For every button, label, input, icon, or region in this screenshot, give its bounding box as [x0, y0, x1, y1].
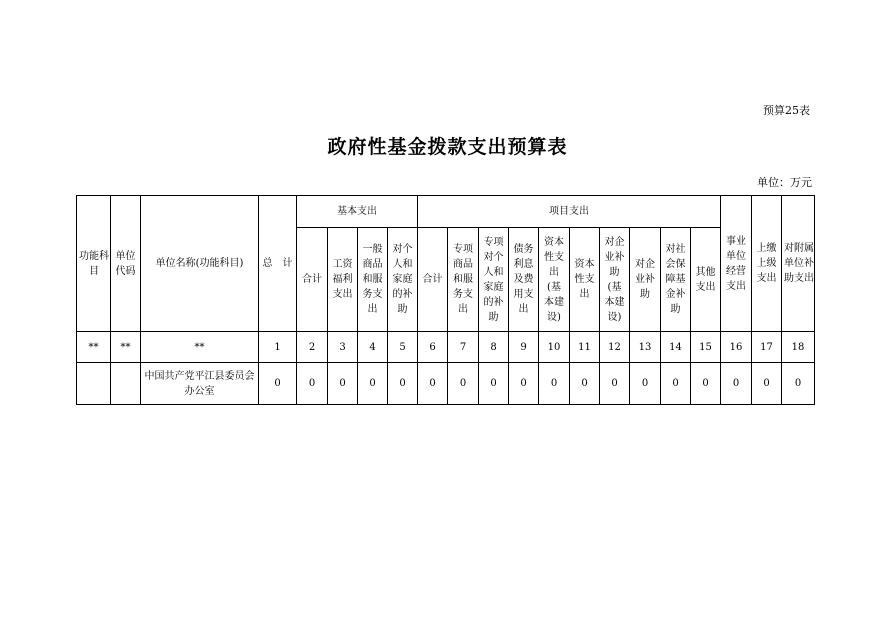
value-cell: 0 — [418, 363, 448, 405]
page-title: 政府性基金拨款支出预算表 — [327, 136, 568, 158]
header-project-8: 对社会保障基金补助 — [661, 228, 691, 332]
table-row — [77, 363, 815, 405]
value-cell: 0 — [328, 363, 358, 405]
value-cell: 0 — [448, 363, 479, 405]
index-cell: 9 — [509, 332, 539, 363]
index-cell: 16 — [721, 332, 752, 363]
header-project-2: 专项对个人和家庭的补助 — [479, 228, 509, 332]
value-cell: 0 — [600, 363, 630, 405]
value-cell: 0 — [691, 363, 721, 405]
index-cell: 17 — [752, 332, 782, 363]
value-cell: 0 — [358, 363, 388, 405]
index-cell: 5 — [388, 332, 418, 363]
index-cell: 15 — [691, 332, 721, 363]
index-cell: 7 — [448, 332, 479, 363]
index-cell: 3 — [328, 332, 358, 363]
header-basic-2: 一般商品和服务支出 — [358, 228, 388, 332]
index-cell: 2 — [297, 332, 328, 363]
value-cell: 0 — [752, 363, 782, 405]
value-cell: 0 — [661, 363, 691, 405]
table-number: 预算25表 — [763, 104, 810, 117]
header-extra-1: 上缴上级支出 — [752, 196, 782, 332]
value-cell: 0 — [479, 363, 509, 405]
index-cell: 8 — [479, 332, 509, 363]
header-basic-group: 基本支出 — [297, 196, 418, 228]
header-project-1: 专项商品和服务支出 — [448, 228, 479, 332]
index-cell: 11 — [570, 332, 600, 363]
row-func-subject — [77, 363, 111, 405]
header-unit-code: 单位代码 — [111, 196, 141, 332]
header-project-5: 资本性支出 — [570, 228, 600, 332]
header-project-9: 其他支出 — [691, 228, 721, 332]
header-basic-1: 工资福利支出 — [328, 228, 358, 332]
value-cell: 0 — [539, 363, 570, 405]
header-basic-3: 对个人和家庭的补助 — [388, 228, 418, 332]
header-project-group: 项目支出 — [418, 196, 721, 228]
index-cell: 4 — [358, 332, 388, 363]
header-func-subject: 功能科目 — [77, 196, 111, 332]
header-row-groups — [77, 196, 815, 228]
value-cell: 0 — [721, 363, 752, 405]
value-cell: 0 — [259, 363, 297, 405]
header-project-4: 资本性支出(基本建设) — [539, 228, 570, 332]
header-project-7: 对企业补助 — [630, 228, 661, 332]
index-cell: 6 — [418, 332, 448, 363]
header-total: 总 计 — [259, 196, 297, 332]
index-cell: 18 — [782, 332, 815, 363]
header-extra-0: 事业单位经营支出 — [721, 196, 752, 332]
header-project-0: 合计 — [418, 228, 448, 332]
value-cell: 0 — [509, 363, 539, 405]
index-row — [77, 332, 815, 363]
row-unit-name: 中国共产党平江县委员会办公室 — [141, 363, 259, 405]
value-cell: 0 — [782, 363, 815, 405]
index-cell: 10 — [539, 332, 570, 363]
index-cell: 12 — [600, 332, 630, 363]
value-cell: 0 — [297, 363, 328, 405]
index-cell: ** — [141, 332, 259, 363]
value-cell: 0 — [630, 363, 661, 405]
index-cell: 13 — [630, 332, 661, 363]
header-basic-0: 合计 — [297, 228, 328, 332]
header-extra-2: 对附属单位补助支出 — [782, 196, 815, 332]
index-cell: 14 — [661, 332, 691, 363]
index-cell: ** — [77, 332, 111, 363]
header-project-3: 债务利息及费用支出 — [509, 228, 539, 332]
index-cell: 1 — [259, 332, 297, 363]
header-project-6: 对企业补助(基本建设) — [600, 228, 630, 332]
header-unit-name: 单位名称(功能科目) — [141, 196, 259, 332]
unit-label: 单位：万元 — [757, 176, 812, 189]
row-unit-code — [111, 363, 141, 405]
value-cell: 0 — [388, 363, 418, 405]
value-cell: 0 — [570, 363, 600, 405]
budget-table — [76, 195, 815, 405]
index-cell: ** — [111, 332, 141, 363]
